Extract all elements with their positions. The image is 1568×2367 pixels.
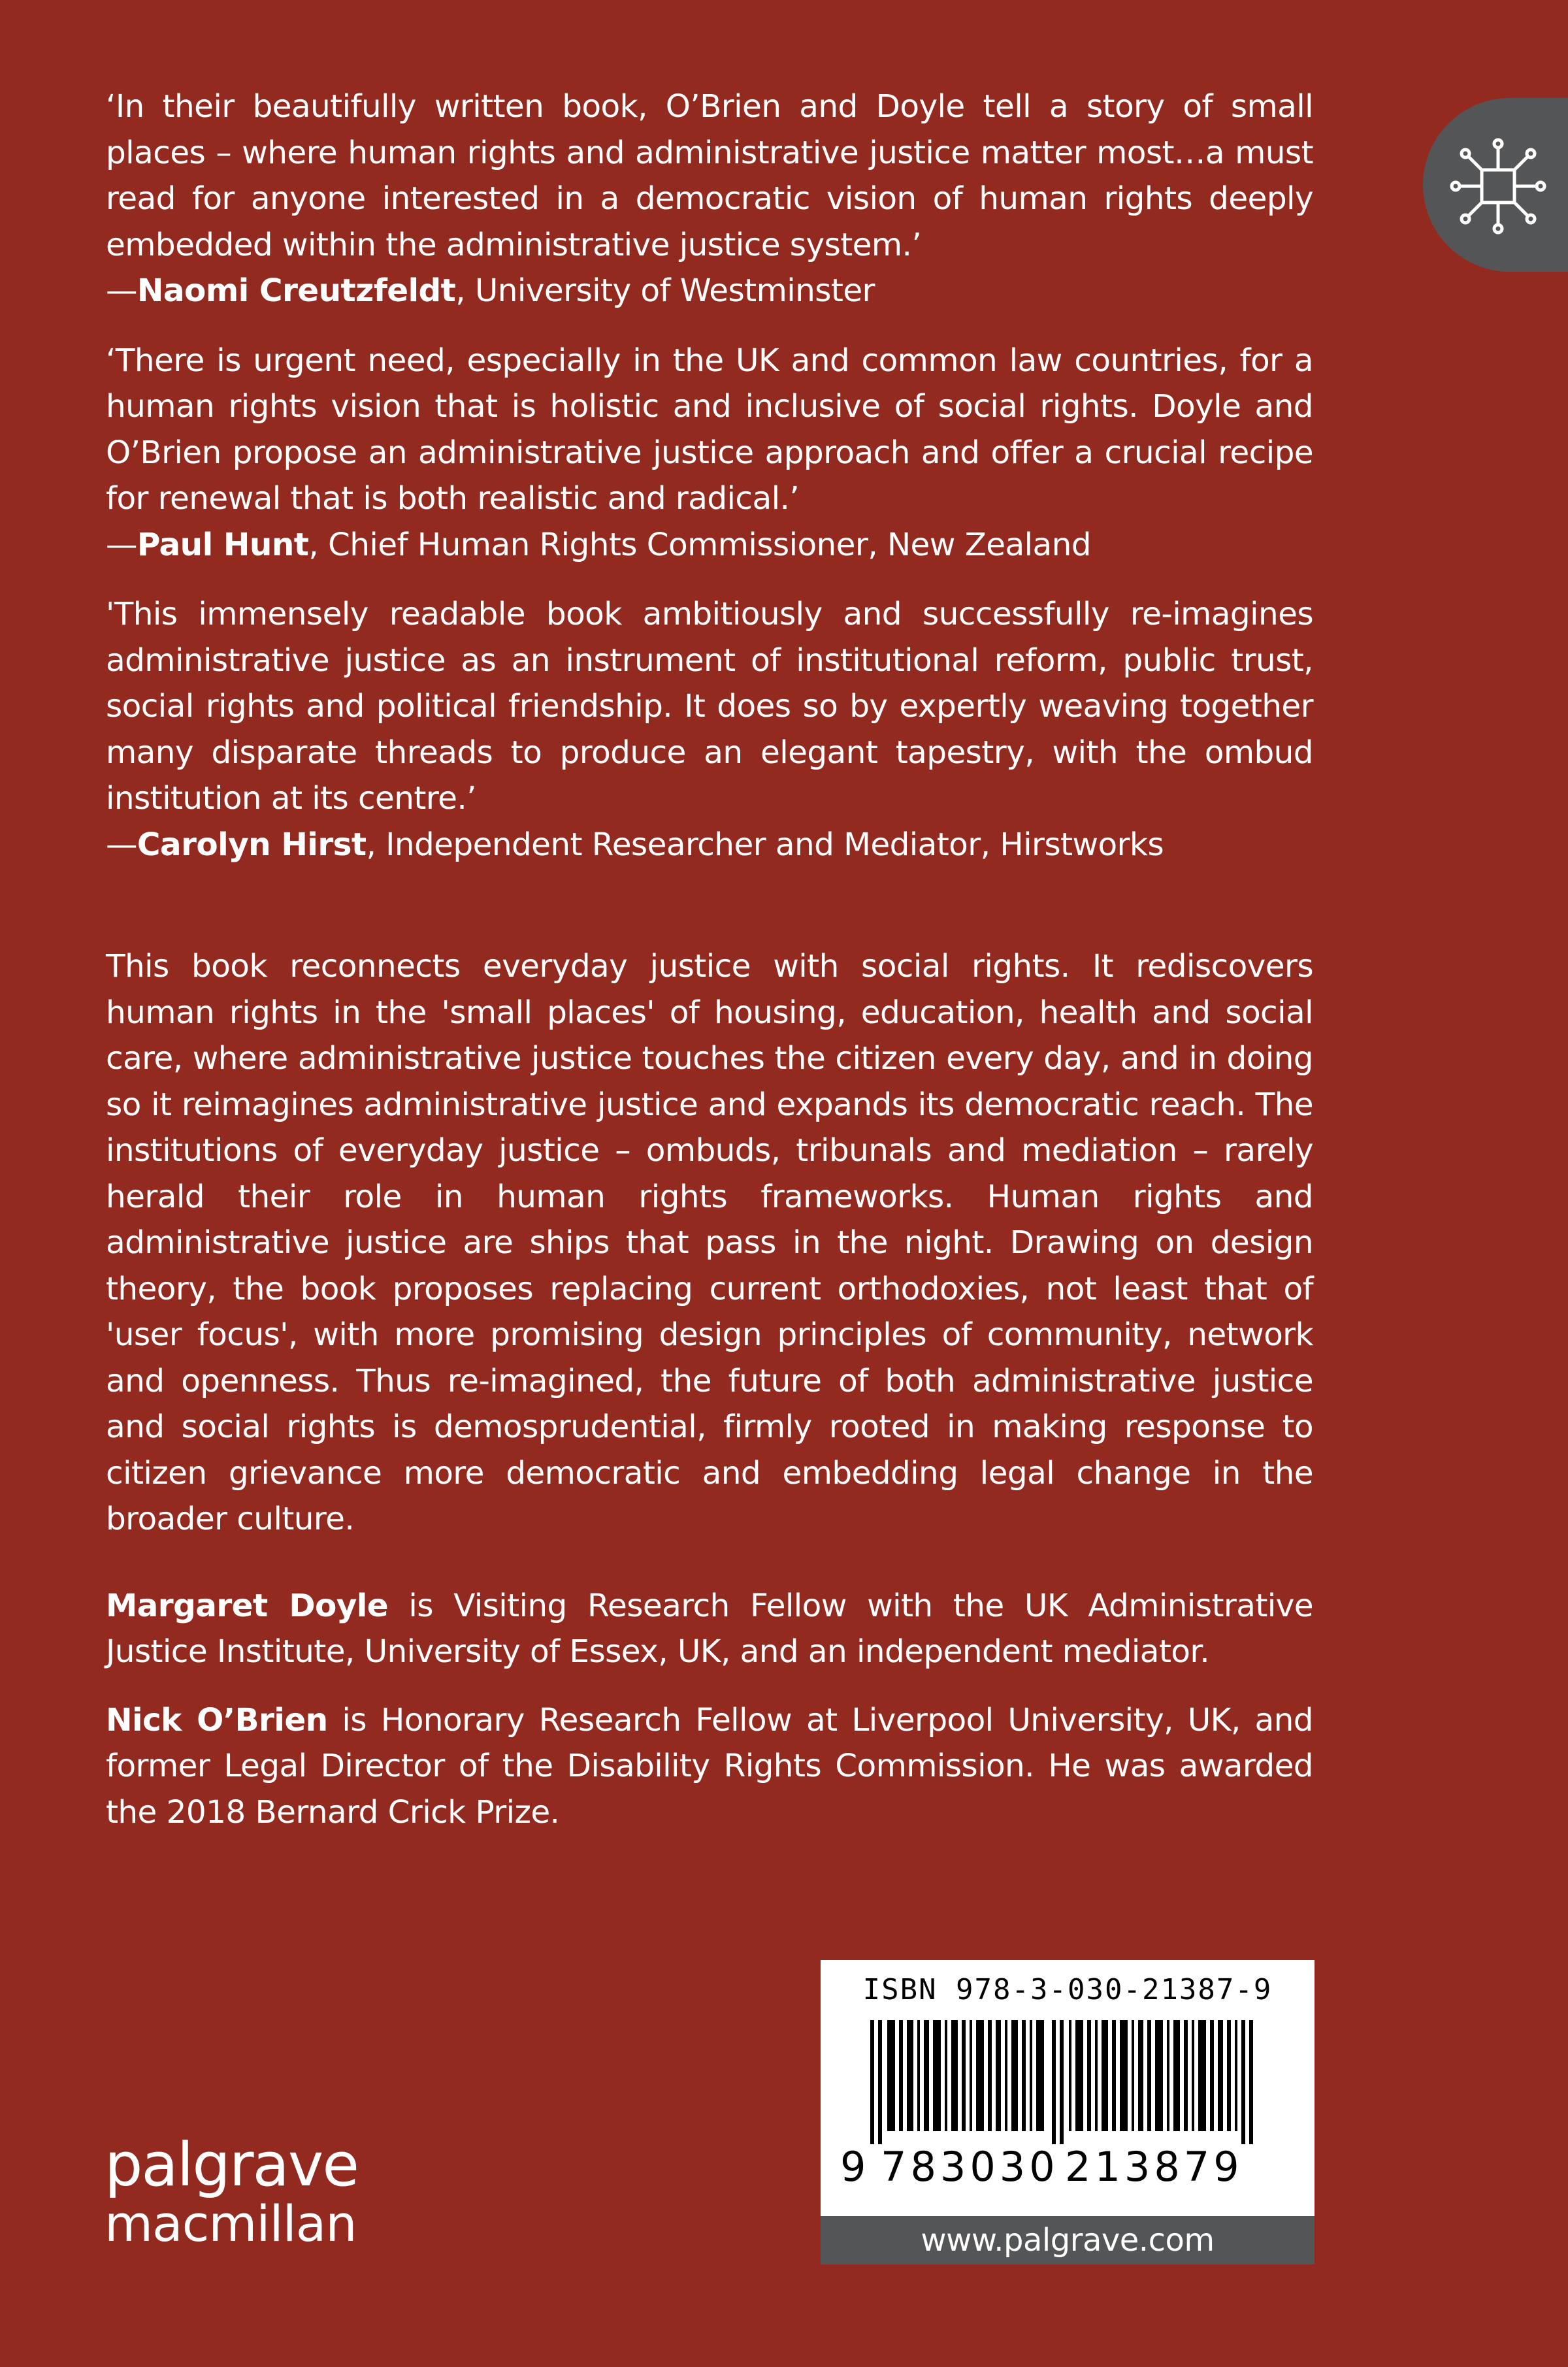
quote-affiliation: , Chief Human Rights Commissioner, New Zealand (308, 526, 1091, 563)
quote-affiliation: , University of Westminster (455, 272, 875, 309)
author-bio (106, 1697, 1313, 1836)
quote-author: Carolyn Hirst (137, 826, 367, 863)
blurb-text: This book reconnects everyday justice with social rights. It rediscovers human rights in the 'small places' of housing, education, health and social care, where administrative justice touches the citizen every day, and in doing so it reimagines administrative justice and expands its democratic reach. The institutions of everyday justice – ombuds, tribunals and mediation – rarely herald their role in human rights frameworks. Human rights and administrative justice are ships that pass in the night. Drawing on design theory, the book proposes replacing current orthodoxies, not least that of 'user focus', with more promising design principles of community, network and openness. Thus re-imagined, the future of both administrative justice and social rights is demosprudential, firmly rooted in making response to citizen grievance more democratic and embedding legal change in the broader culture. (106, 948, 1313, 1537)
quote-author: Paul Hunt (137, 526, 309, 563)
quote-attribution: —Carolyn Hirst, Independent Researcher and Mediator, Hirstworks (106, 826, 1164, 863)
barcode-digits-right: 213879 (1065, 2143, 1243, 2191)
endorsement-quote (106, 338, 1313, 568)
logo-line-palgrave: palgrave (105, 2130, 358, 2200)
isbn-barcode (821, 1960, 1315, 2264)
author-name: Margaret Doyle (106, 1587, 389, 1624)
quote-text: ‘There is urgent need, especially in the UK and common law countries, for a human rights vision that is holistic and inclusive of social rights. Doyle and O’Brien propose an administrative justice approach and offer a crucial recipe for renewal that is both realistic and radical.’ (106, 342, 1313, 517)
book-blurb (106, 943, 1313, 1543)
bio-text: Margaret Doyle is Visiting Research Fellow with the UK Administrative Justice Institute, University of Essex, UK, and an independent mediator. (106, 1587, 1313, 1670)
springer-chess-knight-icon (1443, 124, 1554, 248)
logo-line-macmillan: macmillan (105, 2195, 357, 2253)
quote-affiliation: , Independent Researcher and Mediator, Hirstworks (366, 826, 1164, 863)
springer-logo-tab (1423, 98, 1568, 272)
back-cover-text (106, 84, 1313, 1857)
endorsement-quote (106, 591, 1313, 868)
barcode-digit-lead: 9 (840, 2143, 866, 2191)
author-name: Nick O’Brien (106, 1701, 328, 1739)
quote-attribution: —Naomi Creutzfeldt, University of Westminster (106, 272, 875, 309)
quote-author: Naomi Creutzfeldt (137, 272, 456, 309)
publisher-url: www.palgrave.com (821, 2216, 1315, 2264)
quote-text: ‘In their beautifully written book, O’Brien and Doyle tell a story of small places – where human rights and administrative justice matter most…a must read for anyone interested in a democratic vision of human rights deeply embedded within the administrative justice system.’ (106, 88, 1313, 263)
palgrave-macmillan-logo (105, 2130, 358, 2253)
quote-attribution: —Paul Hunt, Chief Human Rights Commissioner, New Zealand (106, 526, 1091, 563)
quote-text: 'This immensely readable book ambitiously and successfully re-imagines administrative justice as an instrument of institutional reform, public trust, social rights and political friendship. It does so by expertly weaving together many disparate threads to produce an elegant tapestry, with the ombud institution at its centre.’ (106, 596, 1313, 817)
isbn-label: ISBN 978-3-030-21387-9 (862, 1973, 1273, 2006)
endorsement-quote (106, 84, 1313, 314)
barcode-digits-left: 783030 (881, 2143, 1059, 2191)
bio-text: Nick O’Brien is Honorary Research Fellow at Liverpool University, UK, and former Legal Director of the Disability Rights Commission. He was awarded the 2018 Bernard Crick Prize. (106, 1701, 1313, 1831)
author-bio (106, 1583, 1313, 1675)
barcode-icon (847, 2020, 1288, 2144)
